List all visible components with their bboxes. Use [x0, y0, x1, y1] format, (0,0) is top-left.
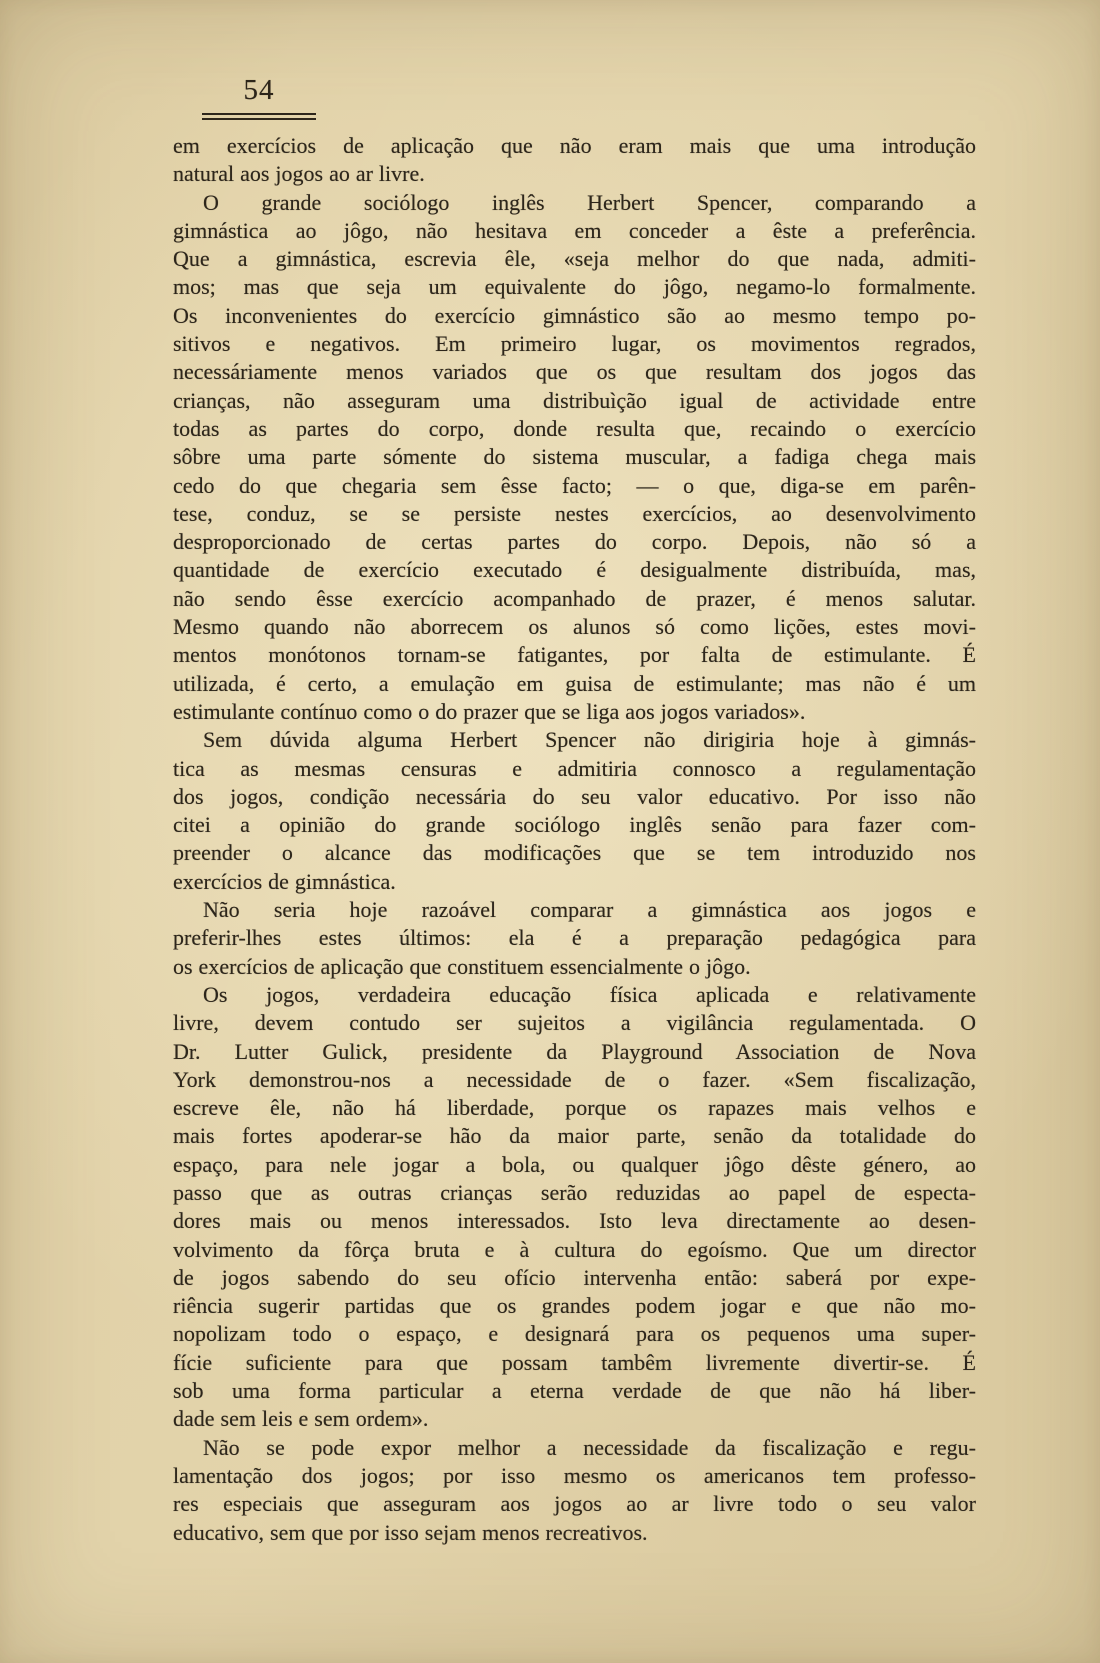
text-line: Não seria hoje razoável comparar a gimnástica aos jogos e: [203, 897, 976, 923]
text-line: espaço, para nele jogar a bola, ou qualquer jôgo dêste género, ao: [173, 1151, 976, 1177]
text-line: volvimento da fôrça bruta e à cultura do egoísmo. Que um director: [173, 1236, 976, 1262]
paragraph: [173, 981, 976, 1434]
text-line: utilizada, é certo, a emulação em guisa de estimulante; mas não é um: [173, 670, 976, 696]
text-line: todas as partes do corpo, donde resulta que, recaindo o exercício: [173, 415, 976, 441]
text-line: exercícios de gimnástica.: [173, 868, 396, 894]
text-line: O grande sociólogo inglês Herbert Spencer, comparando a: [203, 189, 976, 215]
text-line: sob uma forma particular a eterna verdade de que não há liber-: [173, 1378, 976, 1404]
text-line: escreve êle, não há liberdade, porque os rapazes mais velhos e: [173, 1095, 976, 1121]
page-number-rule: [202, 113, 316, 120]
text-line: York demonstrou-nos a necessidade de o fazer. «Sem fiscalização,: [173, 1066, 976, 1092]
text-line: nopolizam todo o espaço, e designará para os pequenos uma super-: [173, 1321, 976, 1347]
text-line: Não se pode expor melhor a necessidade da fiscalização e regu-: [203, 1434, 976, 1460]
paragraph: [173, 189, 976, 727]
text-line: Que a gimnástica, escrevia êle, «seja melhor do que nada, admiti-: [173, 246, 976, 272]
text-line: desproporcionado de certas partes do corpo. Depois, não só a: [173, 529, 976, 555]
text-line: dade sem leis e sem ordem».: [173, 1406, 429, 1432]
text-line: mentos monótonos tornam-se fatigantes, por falta de estimulante. É: [173, 642, 976, 668]
text-line: tica as mesmas censuras e admitiria connosco a regulamentação: [173, 755, 976, 781]
text-line: necessáriamente menos variados que os que resultam dos jogos das: [173, 359, 976, 385]
text-line: mais fortes apoderar-se hão da maior parte, senão da totalidade do: [173, 1123, 976, 1149]
text-line: preferir-lhes estes últimos: ela é a preparação pedagógica para: [173, 925, 976, 951]
page-number: 54: [243, 74, 275, 106]
text-line: livre, devem contudo ser sujeitos a vigilância regulamentada. O: [173, 1010, 976, 1036]
text-line: mos; mas que seja um equivalente do jôgo, negamo-lo formalmente.: [173, 274, 976, 300]
body-text: [173, 132, 976, 1547]
text-line: sitivos e negativos. Em primeiro lugar, os movimentos regrados,: [173, 331, 976, 357]
text-line: natural aos jogos ao ar livre.: [173, 161, 425, 187]
text-line: dores mais ou menos interessados. Isto leva directamente ao desen-: [173, 1208, 976, 1234]
text-line: os exercícios de aplicação que constituem essencialmente o jôgo.: [173, 953, 751, 979]
text-line: Dr. Lutter Gulick, presidente da Playground Association de Nova: [173, 1038, 976, 1064]
text-line: fície suficiente para que possam tambêm livremente divertir-se. É: [173, 1349, 976, 1375]
text-line: citei a opinião do grande sociólogo inglês senão para fazer com-: [173, 812, 976, 838]
text-line: educativo, sem que por isso sejam menos recreativos.: [173, 1519, 648, 1545]
text-line: Mesmo quando não aborrecem os alunos só como lições, estes movi-: [173, 614, 976, 640]
text-line: res especiais que asseguram aos jogos ao ar livre todo o seu valor: [173, 1491, 976, 1517]
text-line: tese, conduz, se se persiste nestes exercícios, ao desenvolvimento: [173, 500, 976, 526]
text-line: estimulante contínuo como o do prazer que se liga aos jogos variados».: [173, 698, 806, 724]
paragraph: [173, 1434, 976, 1547]
text-line: Os inconvenientes do exercício gimnástico são ao mesmo tempo po-: [173, 302, 976, 328]
text-line: cedo do que chegaria sem êsse facto; — o que, diga-se em parên-: [173, 472, 976, 498]
text-line: Os jogos, verdadeira educação física aplicada e relativamente: [203, 981, 976, 1007]
text-line: passo que as outras crianças serão reduzidas ao papel de especta-: [173, 1179, 976, 1205]
text-line: riência sugerir partidas que os grandes podem jogar e que não mo-: [173, 1293, 976, 1319]
text-line: de jogos sabendo do seu ofício intervenha então: saberá por expe-: [173, 1264, 976, 1290]
text-line: não sendo êsse exercício acompanhado de prazer, é menos salutar.: [173, 585, 976, 611]
paragraph: [173, 896, 976, 981]
text-line: preender o alcance das modificações que se tem introduzido nos: [173, 840, 976, 866]
text-line: gimnástica ao jôgo, não hesitava em conceder a êste a preferência.: [173, 217, 976, 243]
text-line: sôbre uma parte sómente do sistema muscular, a fadiga chega mais: [173, 444, 976, 470]
text-line: dos jogos, condição necessária do seu valor educativo. Por isso não: [173, 783, 976, 809]
text-line: crianças, não asseguram uma distribuìção igual de actividade entre: [173, 387, 976, 413]
paragraph: [173, 132, 976, 189]
paragraph: [173, 726, 976, 896]
text-line: quantidade de exercício executado é desigualmente distribuída, mas,: [173, 557, 976, 583]
text-line: lamentação dos jogos; por isso mesmo os americanos tem professo-: [173, 1462, 976, 1488]
text-line: em exercícios de aplicação que não eram mais que uma introdução: [173, 133, 976, 158]
text-line: Sem dúvida alguma Herbert Spencer não dirigiria hoje à gimnás-: [203, 727, 976, 753]
